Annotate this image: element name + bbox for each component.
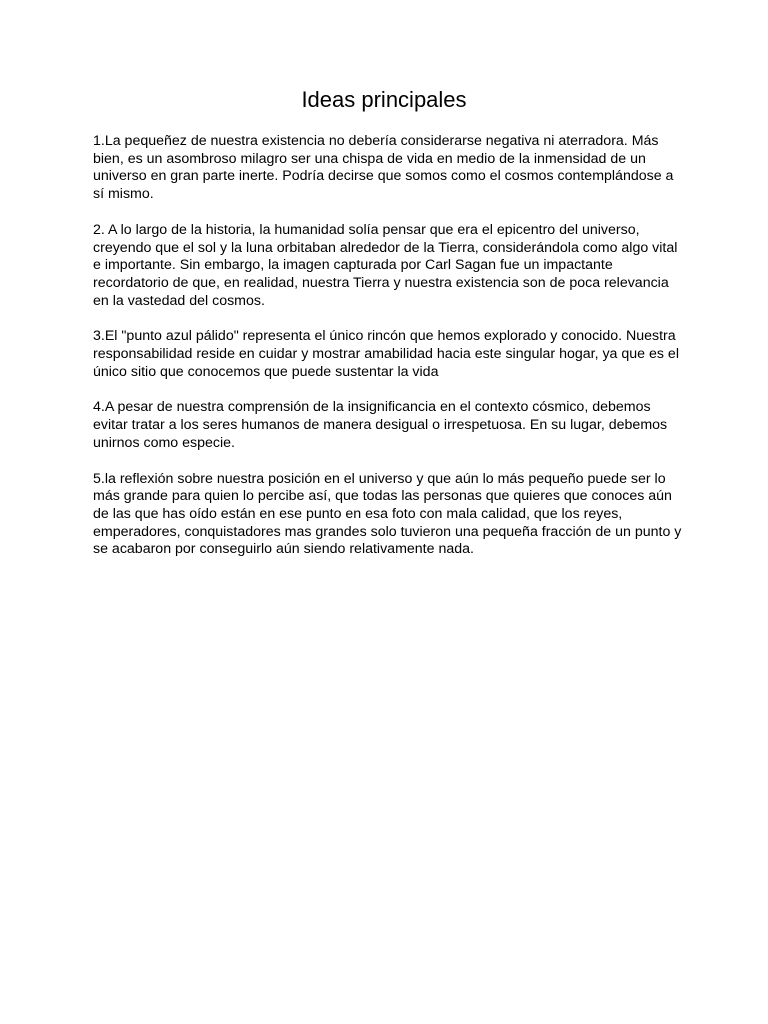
page-title: Ideas principales: [301, 87, 467, 112]
document-body: [93, 133, 683, 577]
paragraph-4: 4.A pesar de nuestra comprensión de la insignificancia en el contexto cósmico, debemos evitar tratar a los seres humanos de manera desigual o irrespetuosa. En su lugar, debemos unirnos como especie.: [93, 399, 668, 451]
paragraph-2: 2. A lo largo de la historia, la humanidad solía pensar que era el epicentro del universo, creyendo que el sol y la luna orbitaban alrededor de la Tierra, considerándola como algo vital e importante. Sin embargo, la imagen capturada por Carl Sagan fue un impactante recordatorio de que, en realidad, nuestra Tierra y nuestra existencia son de poca relevancia en la vastedad del cosmos.: [93, 221, 678, 309]
paragraph-3: 3.El "punto azul pálido" representa el único rincón que hemos explorado y conocido. Nuestra responsabilidad reside en cuidar y mostrar amabilidad hacia este singular hogar, ya que es el único sitio que conocemos que puede sustentar la vida: [93, 328, 679, 380]
paragraph-1: 1.La pequeñez de nuestra existencia no debería considerarse negativa ni aterradora. Más bien, es un asombroso milagro ser una chispa de vida en medio de la inmensidad de un universo en gran parte inerte. Podría decirse que somos como el cosmos contemplándose a sí mismo.: [93, 133, 674, 203]
paragraph-5: 5.la reflexión sobre nuestra posición en el universo y que aún lo más pequeño puede ser lo más grande para quien lo percibe así, que todas las personas que quieres que conoces aún de las que has oído están en ese punto en esa foto con mala calidad, que los reyes, emperadores, conquistadores mas grandes solo tuvieron una pequeña fracción de un punto y se acabaron por conseguirlo aún siendo relativamente nada.: [93, 470, 682, 558]
